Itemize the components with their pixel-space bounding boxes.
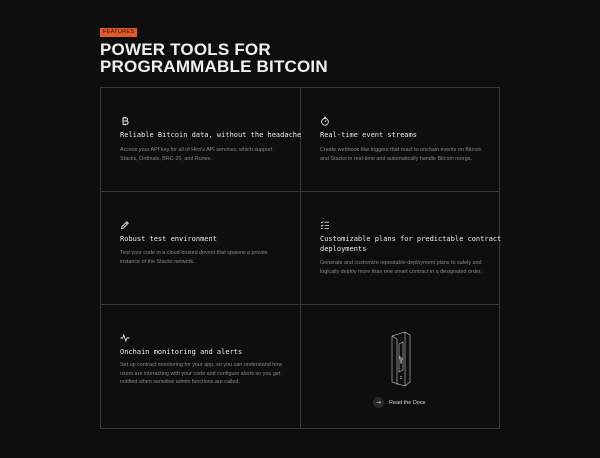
- read-docs-label: Read the Docs: [389, 399, 426, 406]
- pencil-icon: [120, 220, 130, 230]
- feature-title: Real-time event streams: [320, 131, 417, 139]
- list-checks-icon: [320, 220, 330, 230]
- feature-title: Robust test environment: [120, 235, 217, 243]
- stopwatch-icon: [320, 116, 330, 126]
- arrow-right-icon: →: [373, 397, 384, 408]
- grid-divider-horizontal: [101, 304, 499, 305]
- activity-icon: [120, 333, 130, 343]
- grid-divider-horizontal: [101, 191, 499, 192]
- feature-title: Reliable Bitcoin data, without the headache: [120, 131, 302, 139]
- device-illustration: [388, 330, 414, 392]
- feature-description: Access your API key for all of Hiro's API services, which support Stacks, Ordinals, BRC-20, and Runes.: [120, 147, 273, 162]
- features-grid: [100, 87, 500, 429]
- features-badge: FEATURES: [100, 28, 137, 37]
- feature-description: Generate and customize repeatable deployment plans to safely and logically deploy more than one smart contract in a designated order.: [320, 260, 482, 275]
- feature-description: Create webhook-like triggers that react to onchain events on Bitcoin and Stacks in real-time and automatically handle Bitcoin reorgs.: [320, 147, 482, 162]
- feature-title: Customizable plans for predictable contract deployments: [320, 235, 502, 253]
- bitcoin-icon: [120, 116, 130, 126]
- feature-title: Onchain monitoring and alerts: [120, 348, 243, 356]
- read-docs-link[interactable]: [373, 397, 425, 408]
- feature-description: Test your code in a cloud-hosted devnet that spawns a private instance of the Stacks network.: [120, 250, 268, 265]
- page-title: POWER TOOLS FOR PROGRAMMABLE BITCOIN: [100, 40, 328, 76]
- feature-description: Set up contract monitoring for your app, so you can understand how users are interacting with your code and configure alerts so you get notified when sensitive admin functions are called.: [120, 362, 283, 385]
